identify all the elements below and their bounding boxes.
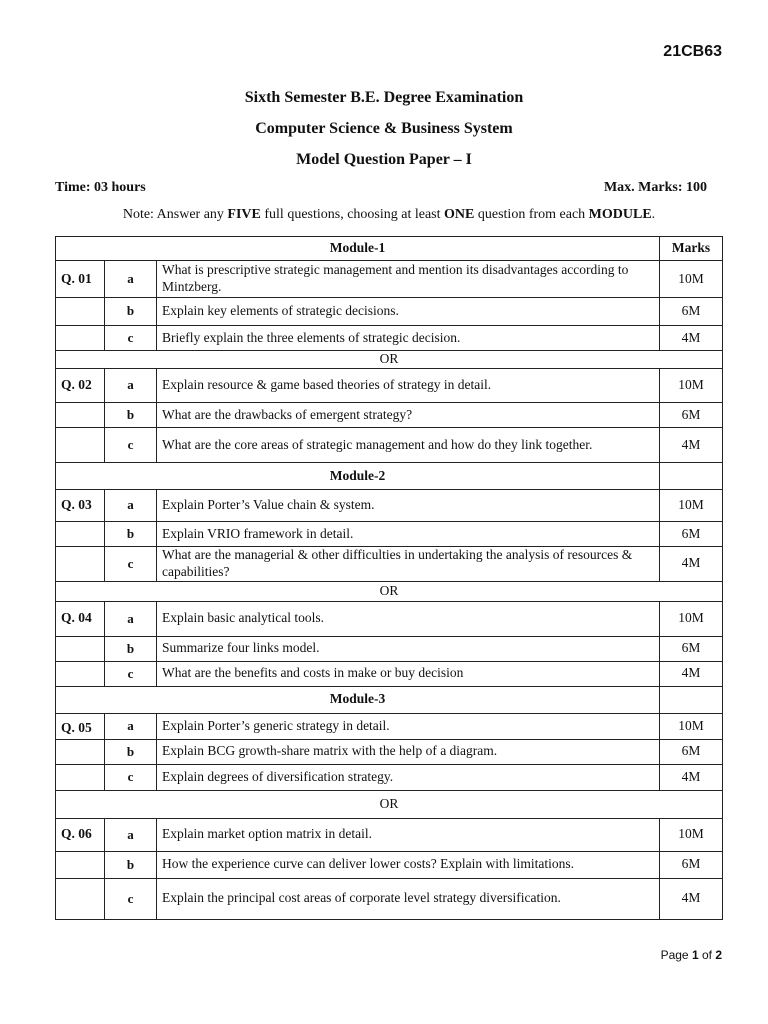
- module-row: [56, 463, 723, 490]
- marks-header: Marks: [660, 237, 723, 261]
- question-text: What are the benefits and costs in make or buy decision: [157, 661, 660, 686]
- question-row: [56, 326, 723, 351]
- or-row: [56, 581, 723, 601]
- question-marks: 6M: [660, 636, 723, 661]
- course-title: Computer Science & Business System: [255, 120, 513, 137]
- question-row: [56, 764, 723, 790]
- part-label: a: [105, 261, 157, 298]
- or-row: [56, 790, 723, 818]
- question-text: What are the managerial & other difficulties in undertaking the analysis of resources & capabilities?: [157, 547, 660, 582]
- question-marks: 6M: [660, 522, 723, 547]
- question-text: What are the core areas of strategic management and how do they link together.: [157, 428, 660, 463]
- question-row: [56, 298, 723, 326]
- part-label: b: [105, 522, 157, 547]
- question-number: Q. 05: [56, 713, 105, 739]
- question-text: Explain Porter’s generic strategy in detail.: [157, 713, 660, 739]
- question-row: [56, 428, 723, 463]
- part-label: c: [105, 764, 157, 790]
- or-divider: OR: [56, 581, 723, 601]
- question-row: [56, 661, 723, 686]
- question-text: Explain VRIO framework in detail.: [157, 522, 660, 547]
- question-row: [56, 601, 723, 636]
- paper-code: 21CB63: [663, 43, 722, 60]
- question-text: Explain BCG growth-share matrix with the help of a diagram.: [157, 739, 660, 764]
- question-marks: 10M: [660, 490, 723, 522]
- question-marks: 4M: [660, 547, 723, 582]
- part-label: c: [105, 428, 157, 463]
- question-table: [55, 236, 723, 920]
- module-row: [56, 237, 723, 261]
- question-marks: 10M: [660, 601, 723, 636]
- question-row: [56, 369, 723, 403]
- question-number: Q. 01: [56, 261, 105, 298]
- part-label: c: [105, 661, 157, 686]
- or-row: [56, 351, 723, 369]
- question-row: [56, 403, 723, 428]
- question-text: Explain the principal cost areas of corporate level strategy diversification.: [157, 878, 660, 919]
- instructions-note: Note: Answer any FIVE full questions, choosing at least ONE question from each MODULE.: [122, 207, 656, 222]
- question-row: [56, 739, 723, 764]
- exam-title: Sixth Semester B.E. Degree Examination: [244, 89, 524, 106]
- part-label: c: [105, 326, 157, 351]
- paper-title: Model Question Paper – I: [296, 151, 472, 168]
- question-marks: 6M: [660, 298, 723, 326]
- question-marks: 10M: [660, 261, 723, 298]
- question-row: [56, 713, 723, 739]
- part-label: b: [105, 851, 157, 878]
- question-marks: 4M: [660, 764, 723, 790]
- question-row: [56, 851, 723, 878]
- question-text: Explain Porter’s Value chain & system.: [157, 490, 660, 522]
- question-text: Explain key elements of strategic decisions.: [157, 298, 660, 326]
- part-label: a: [105, 490, 157, 522]
- part-label: a: [105, 713, 157, 739]
- question-text: Explain degrees of diversification strategy.: [157, 764, 660, 790]
- question-number: Q. 02: [56, 369, 105, 403]
- part-label: c: [105, 878, 157, 919]
- part-label: a: [105, 369, 157, 403]
- question-row: [56, 261, 723, 298]
- question-number: Q. 04: [56, 601, 105, 636]
- question-marks: 6M: [660, 739, 723, 764]
- exam-duration: Time: 03 hours: [55, 180, 146, 195]
- question-marks: 4M: [660, 326, 723, 351]
- question-text: What are the drawbacks of emergent strategy?: [157, 403, 660, 428]
- question-row: [56, 490, 723, 522]
- question-marks: 10M: [660, 369, 723, 403]
- module-title: Module-3: [56, 686, 660, 713]
- question-marks: 4M: [660, 661, 723, 686]
- question-marks: 10M: [660, 818, 723, 851]
- module-title: Module-2: [56, 463, 660, 490]
- question-text: What is prescriptive strategic management and mention its disadvantages according to Mintzberg.: [157, 261, 660, 298]
- question-row: [56, 636, 723, 661]
- question-number: Q. 06: [56, 818, 105, 851]
- question-text: Briefly explain the three elements of strategic decision.: [157, 326, 660, 351]
- question-marks: 10M: [660, 713, 723, 739]
- question-row: [56, 818, 723, 851]
- question-marks: 6M: [660, 403, 723, 428]
- or-divider: OR: [56, 351, 723, 369]
- module-row: [56, 686, 723, 713]
- part-label: b: [105, 298, 157, 326]
- or-divider: OR: [56, 790, 723, 818]
- question-row: [56, 878, 723, 919]
- part-label: a: [105, 601, 157, 636]
- question-number: Q. 03: [56, 490, 105, 522]
- part-label: b: [105, 739, 157, 764]
- part-label: b: [105, 636, 157, 661]
- part-label: b: [105, 403, 157, 428]
- part-label: c: [105, 547, 157, 582]
- question-marks: 4M: [660, 428, 723, 463]
- question-row: [56, 547, 723, 582]
- question-row: [56, 522, 723, 547]
- question-text: How the experience curve can deliver lower costs? Explain with limitations.: [157, 851, 660, 878]
- question-text: Explain market option matrix in detail.: [157, 818, 660, 851]
- question-text: Explain basic analytical tools.: [157, 601, 660, 636]
- page-indicator: Page 1 of 2: [660, 948, 722, 962]
- max-marks: Max. Marks: 100: [603, 180, 707, 195]
- question-marks: 4M: [660, 878, 723, 919]
- part-label: a: [105, 818, 157, 851]
- question-text: Summarize four links model.: [157, 636, 660, 661]
- module-title: Module-1: [56, 237, 660, 261]
- question-marks: 6M: [660, 851, 723, 878]
- question-text: Explain resource & game based theories of strategy in detail.: [157, 369, 660, 403]
